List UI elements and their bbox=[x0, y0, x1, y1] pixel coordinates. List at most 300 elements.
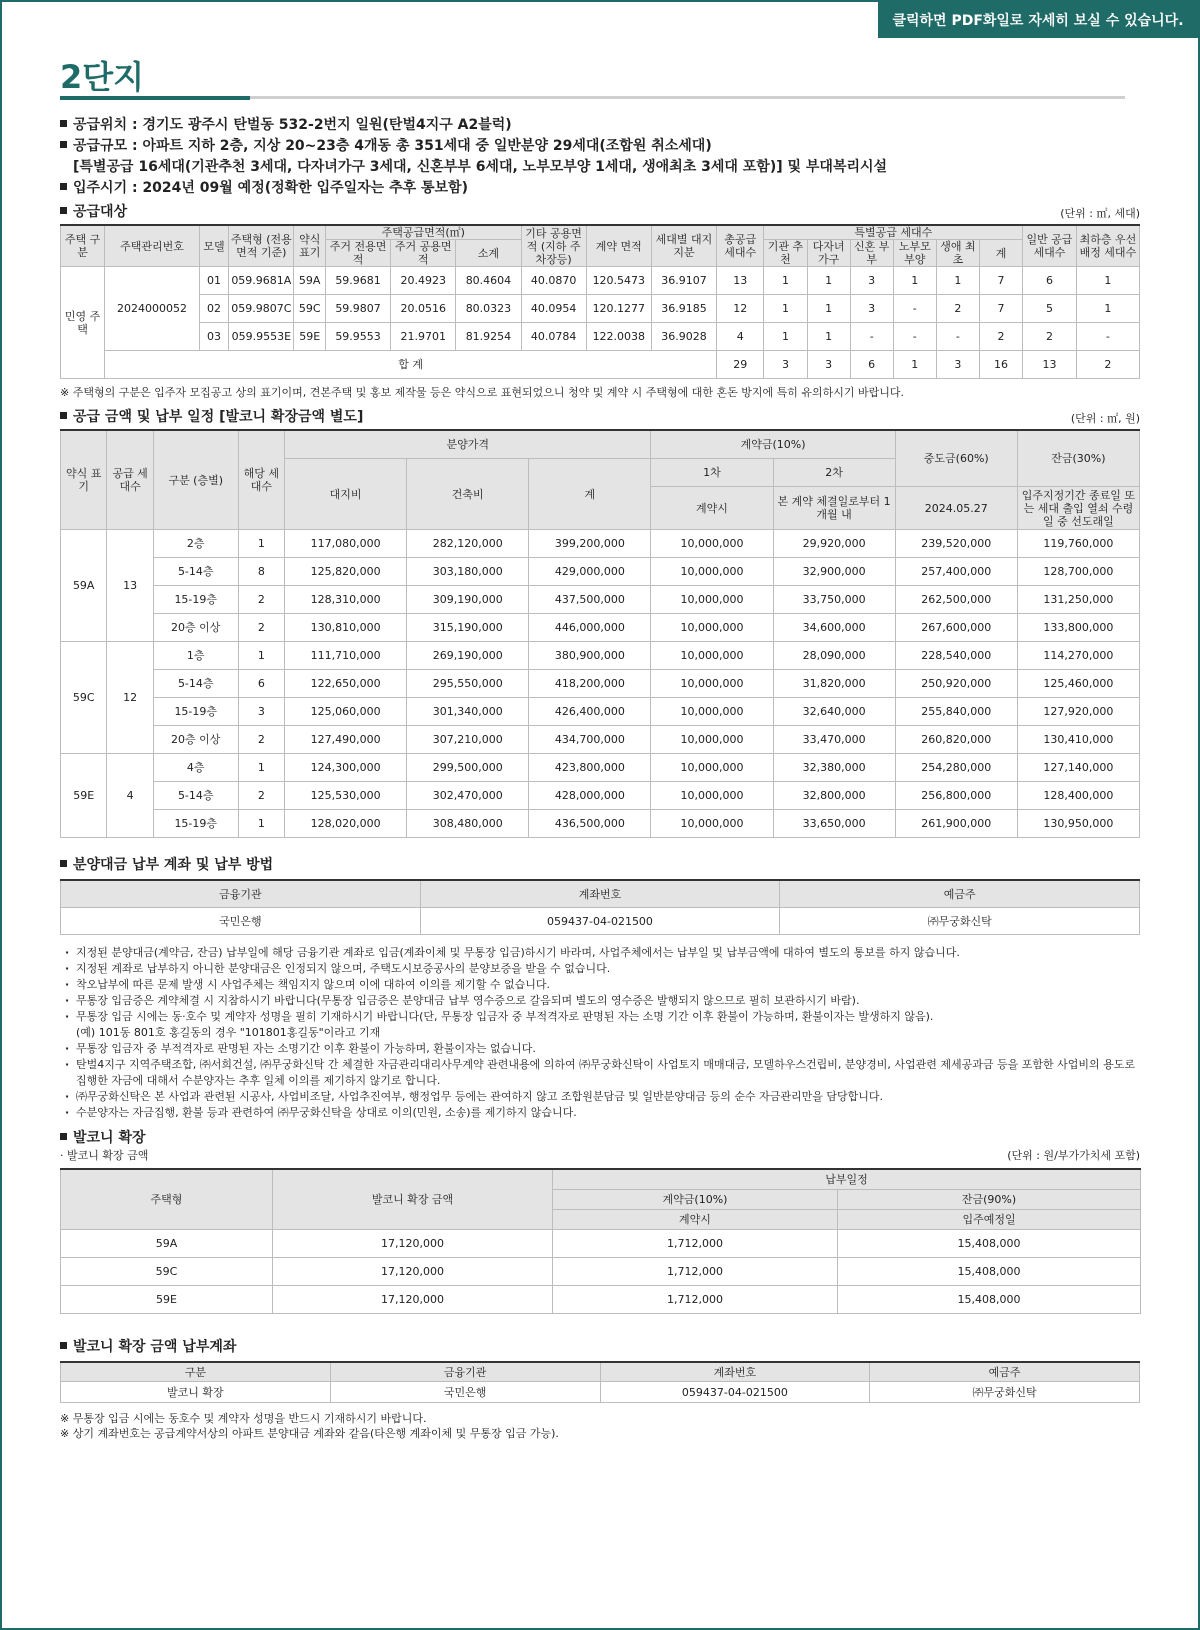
cell-account-no: 059437-04-021500 bbox=[420, 908, 780, 935]
table-row bbox=[61, 670, 1140, 698]
cell: 399,200,000 bbox=[529, 530, 651, 558]
overview-text: 공급위치 : 경기도 광주시 탄벌동 532-2번지 일원(탄벌4지구 A2블럭) bbox=[73, 117, 512, 133]
cell: 31,820,000 bbox=[773, 670, 895, 698]
cell: 10,000,000 bbox=[651, 698, 773, 726]
cell: 2 bbox=[238, 726, 284, 754]
pdf-banner-button[interactable]: 클릭하면 PDF화일로 자세히 보실 수 있습니다. bbox=[878, 2, 1198, 38]
cell: 1 bbox=[238, 530, 284, 558]
list-item: · 지정된 계좌로 납부하지 아니한 분양대금은 인정되지 않으며, 주택도시보증공사의 분양보증을 받을 수 없습니다. bbox=[60, 961, 1140, 977]
cell: 13 bbox=[717, 267, 764, 295]
th-exclusive: 주거 전용면적 bbox=[325, 240, 390, 267]
cell: 4층 bbox=[153, 754, 238, 782]
cell: 1 bbox=[807, 295, 850, 323]
th-units: 공급 세대수 bbox=[107, 430, 153, 530]
cell: 33,650,000 bbox=[773, 810, 895, 838]
cell-type: 59C bbox=[61, 642, 107, 754]
cell: 3 bbox=[807, 351, 850, 379]
cell: 059.9807C bbox=[229, 295, 294, 323]
th-type: 주택형 bbox=[61, 1169, 273, 1230]
list-item: · 탄벌4지구 지역주택조합, ㈜서희건설, ㈜무궁화신탁 간 체결한 자금관리대리사무계약 관련내용에 의하여 ㈜무궁화신탁이 사업토지 매매대금, 모델하우스건립비, 분양경비, 사업관련 제세공과금 등을 포함한 사업비의 용도로 집행한 자금에 대해서 수분양자는 추후 일체 이의를 제기하지 않기로 합니다. bbox=[60, 1057, 1140, 1089]
note-line: ※ 상기 계좌번호는 공급계약서상의 아파트 분양대금 계좌와 같음(타은행 계좌이체 및 무통장 입금 가능). bbox=[60, 1427, 559, 1440]
cell: 17,120,000 bbox=[273, 1230, 553, 1258]
price-table bbox=[60, 429, 1140, 838]
cell: 59C bbox=[61, 1258, 273, 1286]
th-category: 구분 bbox=[61, 1362, 331, 1382]
cell: 10,000,000 bbox=[651, 530, 773, 558]
cell-units: 4 bbox=[107, 754, 153, 838]
cell: 15,408,000 bbox=[838, 1258, 1141, 1286]
cell: 130,950,000 bbox=[1017, 810, 1139, 838]
cell: 5 bbox=[1023, 295, 1077, 323]
cell: 128,310,000 bbox=[285, 586, 407, 614]
cell: 1,712,000 bbox=[553, 1286, 838, 1314]
cell: 117,080,000 bbox=[285, 530, 407, 558]
cell: 20층 이상 bbox=[153, 726, 238, 754]
overview-text: 입주시기 : 2024년 09월 예정(정확한 입주일자는 추후 통보함) bbox=[73, 180, 468, 196]
cell: 437,500,000 bbox=[529, 586, 651, 614]
cell: 10,000,000 bbox=[651, 558, 773, 586]
cell: 17,120,000 bbox=[273, 1258, 553, 1286]
cell: 122,650,000 bbox=[285, 670, 407, 698]
th-account-no: 계좌번호 bbox=[420, 880, 780, 908]
cell: - bbox=[850, 323, 893, 351]
cell-units: 12 bbox=[107, 642, 153, 754]
cell: 228,540,000 bbox=[895, 642, 1017, 670]
cell: 303,180,000 bbox=[407, 558, 529, 586]
cell: 128,700,000 bbox=[1017, 558, 1139, 586]
cell: 1 bbox=[893, 267, 936, 295]
cell: 434,700,000 bbox=[529, 726, 651, 754]
section-title bbox=[60, 1127, 148, 1147]
cell: 125,820,000 bbox=[285, 558, 407, 586]
overview-text: [특별공급 16세대(기관추천 3세대, 다자녀가구 3세대, 신혼부부 6세대, 노부모부양 1세대, 생애최초 3세대 포함)] 및 부대복리시설 bbox=[73, 159, 888, 175]
table-row bbox=[61, 642, 1140, 670]
cell: 5-14층 bbox=[153, 670, 238, 698]
list-item: · 수분양자는 자금집행, 환불 등과 관련하여 ㈜무궁화신탁을 상대로 이의(민원, 소송)를 제기하지 않습니다. bbox=[60, 1105, 1140, 1121]
note-line: ※ 무통장 입금 시에는 동호수 및 계약자 성명을 반드시 기재하시기 바랍니다. bbox=[60, 1412, 427, 1425]
price-header bbox=[60, 406, 1140, 426]
account-table bbox=[60, 879, 1140, 935]
cell: 130,410,000 bbox=[1017, 726, 1139, 754]
th-account-no: 계좌번호 bbox=[600, 1362, 870, 1382]
cell: 302,470,000 bbox=[407, 782, 529, 810]
th-contract-area: 계약 면적 bbox=[586, 225, 651, 267]
cell: 295,550,000 bbox=[407, 670, 529, 698]
th-newly: 신혼 부부 bbox=[850, 240, 893, 267]
cell: 40.0870 bbox=[521, 267, 586, 295]
cell: 32,380,000 bbox=[773, 754, 895, 782]
cell: 32,800,000 bbox=[773, 782, 895, 810]
table-row bbox=[61, 1258, 1141, 1286]
cell: 299,500,000 bbox=[407, 754, 529, 782]
cell: 1 bbox=[764, 295, 807, 323]
cell: - bbox=[1076, 323, 1139, 351]
cell: 1 bbox=[807, 323, 850, 351]
cell: 32,640,000 bbox=[773, 698, 895, 726]
cell: 125,530,000 bbox=[285, 782, 407, 810]
table-row bbox=[61, 558, 1140, 586]
cell: 발코니 확장 bbox=[61, 1382, 331, 1403]
cell: 239,520,000 bbox=[895, 530, 1017, 558]
page-title: 2단지 bbox=[60, 58, 145, 96]
th-other-area: 기타 공용면적 (지하 주차장등) bbox=[521, 225, 586, 267]
list-item: (예) 101동 801호 홍길동의 경우 "101801홍길동"이라고 기재 bbox=[76, 1026, 381, 1039]
cell: 20.0516 bbox=[391, 295, 456, 323]
table-row bbox=[61, 698, 1140, 726]
th-second: 2차 bbox=[773, 459, 895, 487]
th-short: 약식 표기 bbox=[294, 225, 326, 267]
th-count: 해당 세대수 bbox=[238, 430, 284, 530]
cell: 1 bbox=[238, 754, 284, 782]
th-house-type: 주택형 (전용면적 기준) bbox=[229, 225, 294, 267]
cell: 301,340,000 bbox=[407, 698, 529, 726]
table-row bbox=[61, 908, 1140, 935]
cell: 426,400,000 bbox=[529, 698, 651, 726]
cell: 40.0784 bbox=[521, 323, 586, 351]
cell: 59.9681 bbox=[325, 267, 390, 295]
cell: 59E bbox=[61, 1286, 273, 1314]
cell: 01 bbox=[199, 267, 228, 295]
th-deposit: 계약금(10%) bbox=[651, 430, 895, 459]
table-row bbox=[61, 586, 1140, 614]
cell: 122.0038 bbox=[586, 323, 651, 351]
cell: 1 bbox=[893, 351, 936, 379]
bullet-square-icon bbox=[60, 120, 67, 127]
cell: 6 bbox=[1023, 267, 1077, 295]
list-item: · ㈜무궁화신탁은 본 사업과 관련된 시공사, 사업비조달, 사업추진여부, 행정업무 등에는 관여하지 않고 조합원분담금 및 일반분양대금 등의 순수 자금관리만을 담당합니다. bbox=[60, 1089, 1140, 1105]
cell: 40.0954 bbox=[521, 295, 586, 323]
cell: 2 bbox=[238, 782, 284, 810]
th-holder: 예금주 bbox=[780, 880, 1140, 908]
th-middle-date: 2024.05.27 bbox=[895, 487, 1017, 530]
section-title-text: 발코니 확장 bbox=[73, 1130, 146, 1146]
cell: 12 bbox=[717, 295, 764, 323]
account-header bbox=[60, 854, 1140, 874]
table-row bbox=[61, 782, 1140, 810]
cell: 03 bbox=[199, 323, 228, 351]
th-balance: 잔금(30%) bbox=[1017, 430, 1139, 487]
table-row bbox=[61, 1286, 1141, 1314]
cell: ㈜무궁화신탁 bbox=[870, 1382, 1140, 1403]
table-row bbox=[61, 1230, 1141, 1258]
cell: 2 bbox=[1023, 323, 1077, 351]
th-balance-when: 입주예정일 bbox=[838, 1210, 1141, 1230]
cell: 2 bbox=[936, 295, 979, 323]
cell: 3 bbox=[850, 295, 893, 323]
title-divider-accent bbox=[60, 96, 250, 100]
table-row bbox=[61, 810, 1140, 838]
cell: 36.9107 bbox=[651, 267, 716, 295]
cell: 36.9028 bbox=[651, 323, 716, 351]
th-holder: 예금주 bbox=[870, 1362, 1140, 1382]
cell: 262,500,000 bbox=[895, 586, 1017, 614]
section-title bbox=[60, 1336, 236, 1356]
cell: 02 bbox=[199, 295, 228, 323]
cell: 3 bbox=[850, 267, 893, 295]
cell: 6 bbox=[238, 670, 284, 698]
th-first: 생애 최초 bbox=[936, 240, 979, 267]
cell: 10,000,000 bbox=[651, 754, 773, 782]
cell: 127,920,000 bbox=[1017, 698, 1139, 726]
cell: 59.9807 bbox=[325, 295, 390, 323]
cell: 16 bbox=[979, 351, 1022, 379]
cell: 120.1277 bbox=[586, 295, 651, 323]
bullet-square-icon bbox=[60, 1342, 67, 1349]
cell: 59A bbox=[61, 1230, 273, 1258]
cell: 125,460,000 bbox=[1017, 670, 1139, 698]
cell: 130,810,000 bbox=[285, 614, 407, 642]
cell: 36.9185 bbox=[651, 295, 716, 323]
cell: 131,250,000 bbox=[1017, 586, 1139, 614]
cell-mgmt-no: 2024000052 bbox=[105, 267, 200, 351]
cell: 5-14층 bbox=[153, 782, 238, 810]
supply-header bbox=[60, 201, 1140, 221]
cell: - bbox=[893, 323, 936, 351]
cell: 111,710,000 bbox=[285, 642, 407, 670]
cell: 59C bbox=[294, 295, 326, 323]
cell: 059.9553E bbox=[229, 323, 294, 351]
th-deposit: 계약금(10%) bbox=[553, 1190, 838, 1210]
cell: 59A bbox=[294, 267, 326, 295]
cell: 125,060,000 bbox=[285, 698, 407, 726]
cell: 7 bbox=[979, 267, 1022, 295]
cell: 33,750,000 bbox=[773, 586, 895, 614]
cell-type: 59E bbox=[61, 754, 107, 838]
cell: 33,470,000 bbox=[773, 726, 895, 754]
cell: 428,000,000 bbox=[529, 782, 651, 810]
th-model: 모델 bbox=[199, 225, 228, 267]
cell: 119,760,000 bbox=[1017, 530, 1139, 558]
cell: 10,000,000 bbox=[651, 726, 773, 754]
th-amount: 발코니 확장 금액 bbox=[273, 1169, 553, 1230]
cell: 128,400,000 bbox=[1017, 782, 1139, 810]
cell-holder: ㈜무궁화신탁 bbox=[780, 908, 1140, 935]
cell: 1 bbox=[238, 642, 284, 670]
cell: 29 bbox=[717, 351, 764, 379]
cell: 309,190,000 bbox=[407, 586, 529, 614]
th-general: 일반 공급 세대수 bbox=[1023, 225, 1077, 267]
overview-movein bbox=[60, 178, 1140, 199]
supply-note: ※ 주택형의 구분은 입주자 모집공고 상의 표기이며, 견본주택 및 홍보 제작물 등은 약식으로 표현되었으니 청약 및 계약 시 주택형에 대한 혼돈 방지에 특히 유의하시기 바랍니다. bbox=[60, 386, 904, 399]
cell: 3 bbox=[764, 351, 807, 379]
table-row bbox=[61, 323, 1140, 351]
cell: 29,920,000 bbox=[773, 530, 895, 558]
cell: 1,712,000 bbox=[553, 1258, 838, 1286]
cell: 260,820,000 bbox=[895, 726, 1017, 754]
cell: 1 bbox=[1076, 295, 1139, 323]
th-build: 건축비 bbox=[407, 459, 529, 530]
table-row bbox=[61, 726, 1140, 754]
overview bbox=[60, 115, 1140, 199]
cell: 120.5473 bbox=[586, 267, 651, 295]
bullet-square-icon bbox=[60, 412, 67, 419]
th-floor: 구분 (층별) bbox=[153, 430, 238, 530]
cell: 114,270,000 bbox=[1017, 642, 1139, 670]
cell: 13 bbox=[1023, 351, 1077, 379]
th-elder: 노부모 부양 bbox=[893, 240, 936, 267]
cell: 380,900,000 bbox=[529, 642, 651, 670]
section-title bbox=[60, 406, 363, 426]
th-sum: 계 bbox=[529, 459, 651, 530]
cell: 282,120,000 bbox=[407, 530, 529, 558]
cell: 59.9553 bbox=[325, 323, 390, 351]
cell: 20.4923 bbox=[391, 267, 456, 295]
cell: 2층 bbox=[153, 530, 238, 558]
th-balance: 잔금(90%) bbox=[838, 1190, 1141, 1210]
balcony-account-header bbox=[60, 1336, 1140, 1356]
cell: 80.0323 bbox=[456, 295, 521, 323]
cell: 1,712,000 bbox=[553, 1230, 838, 1258]
content bbox=[60, 115, 1140, 1447]
table-total-row bbox=[61, 351, 1140, 379]
cell: 32,900,000 bbox=[773, 558, 895, 586]
cell: 133,800,000 bbox=[1017, 614, 1139, 642]
section-title-text: 분양대금 납부 계좌 및 납부 방법 bbox=[73, 857, 274, 873]
table-row bbox=[61, 614, 1140, 642]
cell: 269,190,000 bbox=[407, 642, 529, 670]
section-title-text: 공급 금액 및 납부 일정 [발코니 확장금액 별도] bbox=[73, 409, 364, 425]
cell: 254,280,000 bbox=[895, 754, 1017, 782]
cell: 10,000,000 bbox=[651, 642, 773, 670]
cell: - bbox=[893, 295, 936, 323]
th-first: 1차 bbox=[651, 459, 773, 487]
th-short: 약식 표기 bbox=[61, 430, 107, 530]
th-special-group: 특별공급 세대수 bbox=[764, 225, 1023, 240]
cell: 127,140,000 bbox=[1017, 754, 1139, 782]
th-sp-total: 계 bbox=[979, 240, 1022, 267]
table-row bbox=[61, 1382, 1140, 1403]
cell: 21.9701 bbox=[391, 323, 456, 351]
cell: 1 bbox=[807, 267, 850, 295]
table-row bbox=[61, 267, 1140, 295]
overview-scale bbox=[60, 136, 1140, 157]
th-sale-price: 분양가격 bbox=[285, 430, 651, 459]
bullet-square-icon bbox=[60, 1133, 67, 1140]
th-total-units: 총공급 세대수 bbox=[717, 225, 764, 267]
balcony-account-notes bbox=[60, 1411, 1140, 1441]
cell: 국민은행 bbox=[330, 1382, 600, 1403]
cell: 1 bbox=[764, 323, 807, 351]
th-top-floor: 최하층 우선배정 세대수 bbox=[1076, 225, 1139, 267]
bullet-square-icon bbox=[60, 141, 67, 148]
cell: 127,490,000 bbox=[285, 726, 407, 754]
cell: 80.4604 bbox=[456, 267, 521, 295]
section-title-block bbox=[60, 1127, 148, 1163]
cell: 8 bbox=[238, 558, 284, 586]
cell: 34,600,000 bbox=[773, 614, 895, 642]
cell: 446,000,000 bbox=[529, 614, 651, 642]
cell: 1 bbox=[238, 810, 284, 838]
table-row bbox=[61, 295, 1140, 323]
title-divider bbox=[60, 96, 1125, 99]
cell: - bbox=[936, 323, 979, 351]
list-item: · 지정된 분양대금(계약금, 잔금) 납부일에 해당 금융기관 계좌로 입금(계좌이체 및 무통장 입금)하시기 바라며, 사업주체에서는 납부일 및 납부금액에 대하여 별도의 통보를 하지 않습니다. bbox=[60, 945, 1140, 961]
th-land: 대지비 bbox=[285, 459, 407, 530]
cell: 15,408,000 bbox=[838, 1230, 1141, 1258]
cell: 308,480,000 bbox=[407, 810, 529, 838]
cell-units: 13 bbox=[107, 530, 153, 642]
cell: 81.9254 bbox=[456, 323, 521, 351]
cell-type: 59A bbox=[61, 530, 107, 642]
th-area-group: 주택공급면적(㎡) bbox=[325, 225, 521, 240]
th-common: 주거 공용면적 bbox=[391, 240, 456, 267]
cell: 315,190,000 bbox=[407, 614, 529, 642]
cell: 2 bbox=[238, 586, 284, 614]
overview-text: 공급규모 : 아파트 지하 2층, 지상 20~23층 4개동 총 351세대 중 일반분양 29세대(조합원 취소세대) bbox=[73, 138, 712, 154]
cell: 1층 bbox=[153, 642, 238, 670]
balcony-header bbox=[60, 1127, 1140, 1163]
cell: 17,120,000 bbox=[273, 1286, 553, 1314]
cell: 5-14층 bbox=[153, 558, 238, 586]
cell: 10,000,000 bbox=[651, 614, 773, 642]
th-house-cat: 주택 구분 bbox=[61, 225, 105, 267]
list-item: · 무통장 입금 시에는 동·호수 및 계약자 성명을 필히 기재하시기 바랍니다(단, 무통장 입금자 중 부적격자로 판명된 자는 소명 기간 이후 환불이 가능하며, 환불이자는 발생하지 않음). bbox=[60, 1009, 1140, 1025]
cell: 429,000,000 bbox=[529, 558, 651, 586]
section-title bbox=[60, 201, 127, 221]
overview-special bbox=[60, 157, 1140, 178]
cell: 423,800,000 bbox=[529, 754, 651, 782]
account-notes bbox=[60, 945, 1140, 1121]
th-first-when: 계약시 bbox=[651, 487, 773, 530]
th-balance-when: 입주지정기간 종료일 또는 세대 출입 열쇠 수령일 중 선도래일 bbox=[1017, 487, 1139, 530]
section-title-text: 공급대상 bbox=[73, 204, 128, 220]
th-land: 세대별 대지지분 bbox=[651, 225, 716, 267]
bullet-square-icon bbox=[60, 207, 67, 214]
th-inst: 기관 추천 bbox=[764, 240, 807, 267]
cell: 059437-04-021500 bbox=[600, 1382, 870, 1403]
cell: 059.9681A bbox=[229, 267, 294, 295]
cell: 15-19층 bbox=[153, 586, 238, 614]
th-deposit-when: 계약시 bbox=[553, 1210, 838, 1230]
cell: 2 bbox=[238, 614, 284, 642]
cell: 1 bbox=[764, 267, 807, 295]
balcony-table bbox=[60, 1168, 1141, 1314]
cell: 10,000,000 bbox=[651, 782, 773, 810]
section-title bbox=[60, 854, 273, 874]
list-item: · 무통장 입금자 중 부적격자로 판명된 자는 소명기간 이후 환불이 가능하며, 환불이자는 없습니다. bbox=[60, 1041, 1140, 1057]
unit-label: (단위 : 원/부가가치세 포함) bbox=[1007, 1149, 1140, 1162]
cell: 10,000,000 bbox=[651, 670, 773, 698]
th-bank: 금융기관 bbox=[330, 1362, 600, 1382]
cell: 4 bbox=[717, 323, 764, 351]
th-multi: 다자녀 가구 bbox=[807, 240, 850, 267]
cell: 250,920,000 bbox=[895, 670, 1017, 698]
cell: 1 bbox=[936, 267, 979, 295]
cell: 10,000,000 bbox=[651, 810, 773, 838]
th-middle: 중도금(60%) bbox=[895, 430, 1017, 487]
balcony-sub-text: 발코니 확장 금액 bbox=[67, 1149, 149, 1162]
cell: 15-19층 bbox=[153, 698, 238, 726]
cell: 307,210,000 bbox=[407, 726, 529, 754]
cell-category: 민영 주택 bbox=[61, 267, 105, 379]
cell: 418,200,000 bbox=[529, 670, 651, 698]
table-row bbox=[61, 530, 1140, 558]
th-second-when: 본 계약 체결일로부터 1개월 내 bbox=[773, 487, 895, 530]
cell: 7 bbox=[979, 295, 1022, 323]
unit-label: (단위 : ㎡, 세대) bbox=[1060, 207, 1140, 220]
bullet-square-icon bbox=[60, 860, 67, 867]
unit-label: (단위 : ㎡, 원) bbox=[1070, 412, 1140, 425]
cell-bank: 국민은행 bbox=[61, 908, 421, 935]
cell: 15,408,000 bbox=[838, 1286, 1141, 1314]
balcony-account-table bbox=[60, 1361, 1140, 1403]
cell: 128,020,000 bbox=[285, 810, 407, 838]
list-item: · 착오납부에 따른 문제 발생 시 사업주체는 책임지지 않으며 이에 대하여 이의를 제기할 수 없습니다. bbox=[60, 977, 1140, 993]
th-schedule: 납부일정 bbox=[553, 1169, 1141, 1190]
cell: 255,840,000 bbox=[895, 698, 1017, 726]
cell: 10,000,000 bbox=[651, 586, 773, 614]
th-subtotal: 소계 bbox=[456, 240, 521, 267]
